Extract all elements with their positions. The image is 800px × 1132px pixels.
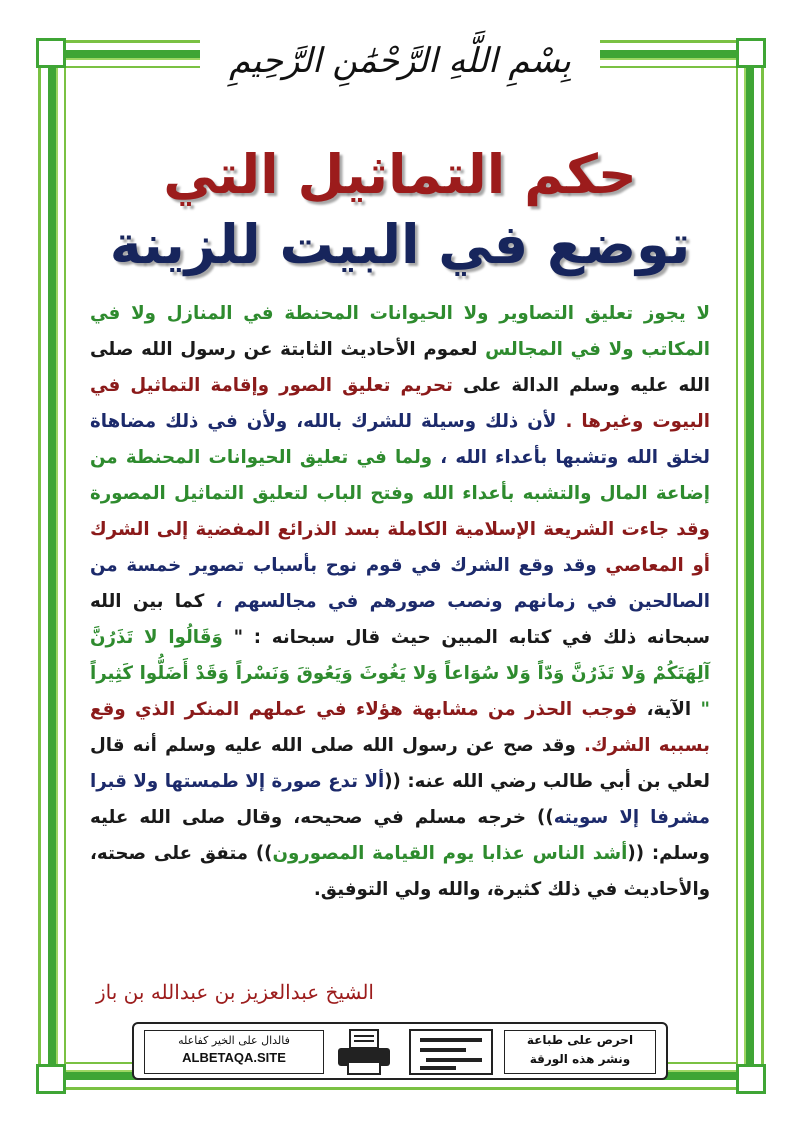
body-segment: أشد الناس عذابا يوم القيامة المصورون — [272, 843, 628, 864]
body-segment: ولما في تعليق الحيوانات المحنطة من إضاعة المال والتشبه بأعداء الله وفتح الباب لتعليق التماثيل المصورة — [90, 447, 710, 504]
printer-icon — [334, 1028, 394, 1076]
corner-ornament — [36, 38, 66, 68]
author-signature: الشيخ عبدالعزيز بن عبدالله بن باز — [96, 980, 374, 1004]
footer-print-line1: احرص على طباعة — [526, 1033, 634, 1047]
body-segment: وقد صح عن رسول الله صلى الله عليه وسلم أنه قال لعلي بن أبي طالب رضي الله عنه: (( — [90, 735, 710, 792]
corner-ornament — [36, 1064, 66, 1094]
body-segment: كما بين الله سبحانه ذلك في كتابه المبين حيث قال سبحانه : " — [90, 591, 711, 648]
footer-proverb: فالدال على الخير كفاعله — [178, 1034, 290, 1047]
body-segment: الآية، — [637, 699, 692, 720]
body-segment: ألا تدع صورة إلا طمستها ولا قبرا مشرفا إلا سويته — [90, 771, 710, 828]
basmala-calligraphy: بِسْمِ اللَّهِ الرَّحْمَٰنِ الرَّحِيمِ — [200, 18, 600, 104]
body-segment: لعموم الأحاديث الثابتة عن رسول الله صلى الله عليه وسلم الدالة على — [90, 339, 710, 396]
corner-ornament — [736, 1064, 766, 1094]
page-title-line2: توضع في البيت للزينة — [109, 213, 691, 276]
body-segment: لا يجوز تعليق التصاوير ولا الحيوانات المحنطة في المنازل ولا في المكاتب ولا في المجالس — [90, 303, 710, 360]
body-segment: فوجب الحذر من مشابهة هؤلاء في عملهم المنكر الذي وقع بسببه الشرك. — [90, 699, 711, 756]
body-segment: تحريم تعليق الصور وإقامة التماثيل في البيوت وغيرها . — [90, 375, 710, 432]
body-segment: وَقَالُوا لا تَذَرُنَّ آلِهَتَكُمْ وَلا تَذَرُنَّ وَدّاً وَلا سُوَاعاً وَلا يَغُوثَ وَيَعُوقَ وَنَسْراً وَقَدْ أَضَلُّوا كَثِيراً " — [90, 627, 710, 720]
footer-bar — [132, 1022, 668, 1080]
body-segment: وقد جاءت الشريعة الإسلامية الكاملة بسد الذرائع المفضية إلى الشرك أو المعاصي — [90, 519, 710, 576]
body-segment: )) خرجه مسلم في صحيحه، وقال صلى الله عليه وسلم: (( — [90, 807, 710, 864]
footer-site-box — [144, 1030, 324, 1074]
body-segment: وقد وقع الشرك في قوم نوح بأسباب تصوير خمسة من الصالحين في زمانهم ونصب صورهم في مجالسهم ، — [90, 555, 710, 612]
footer-print-line2: ونشر هذه الورقة — [529, 1052, 631, 1066]
page-title-line1: حكم التماثيل التي — [163, 143, 637, 206]
fatwa-body — [90, 296, 710, 908]
footer-site-url: ALBETAQA.SITE — [182, 1050, 286, 1065]
body-segment: لأن ذلك وسيلة للشرك بالله، ولأن في ذلك مضاهاة لخلق الله وتشبها بأعداء الله ، — [90, 411, 710, 468]
corner-ornament — [736, 38, 766, 68]
body-segment: )) متفق على صحته، والأحاديث في ذلك كثيرة، والله ولي التوفيق. — [90, 843, 710, 900]
dawa-logo — [406, 1026, 496, 1078]
footer-print-note — [504, 1030, 656, 1074]
